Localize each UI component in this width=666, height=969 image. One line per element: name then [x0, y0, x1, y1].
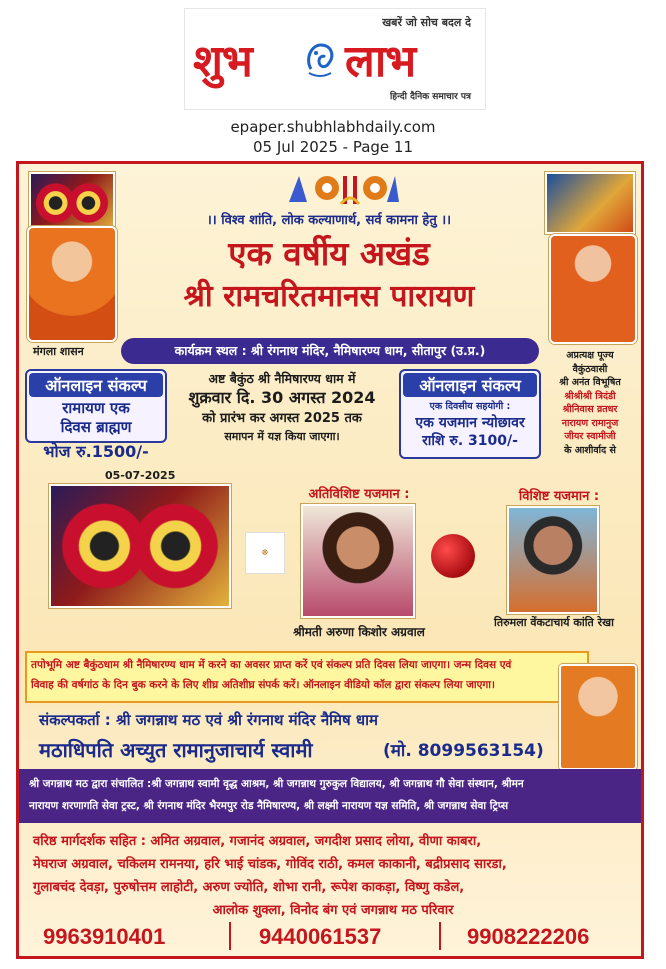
- advertisement: [16, 161, 644, 959]
- host-photo: [507, 506, 599, 614]
- sankalp-line: संकल्पकर्ता : श्री जगन्नाथ मठ एवं श्री रंगनाथ मंदिर नैमिष धाम: [39, 711, 378, 729]
- logo-word-right: लाभ: [345, 36, 416, 87]
- epaper-url[interactable]: epaper.shubhlabhdaily.com: [230, 118, 436, 136]
- saint-photo-left: [27, 226, 117, 342]
- ganesh-icon: [303, 39, 337, 79]
- rose-bouquet-icon: [431, 534, 475, 578]
- special-host-photo: [301, 504, 415, 618]
- phone-number-2[interactable]: 9440061537: [259, 924, 382, 949]
- special-host-label: अतिविशिष्ट यजमान :: [308, 487, 410, 502]
- divider: [229, 922, 231, 950]
- online-sankalp-left: ऑनलाइन संकल्प रामायण एक दिवस ब्राह्मण: [25, 369, 167, 443]
- epaper-date-page: 05 Jul 2025 - Page 11: [252, 138, 413, 156]
- tilak-icon: [281, 172, 401, 208]
- notice-band: तपोभूमि अष्ट बैकुंठधाम श्री नैमिषारण्य धाम में करने का अवसर प्राप्त करें एवं संकल्प प्रति दिवस लिया जाएगा। जन्म दिवस एवं विवाह की वर्षगांठ के दिन बुक करने के लिए शीघ्र अतिशीघ्र संपर्क करें। ऑनलाइन वीडियो कॉल द्वारा संकल्प लिया जाएगा।: [25, 651, 589, 703]
- venue-strip: कार्यक्रम स्थल : श्री रंगनाथ मंदिर, नैमिषारण्य धाम, सीतापुर (उ.प्र.): [121, 338, 539, 364]
- logo-subtitle: हिन्दी दैनिक समाचार पत्र: [389, 92, 471, 102]
- divider: [439, 922, 441, 950]
- guides-list: वरिष्ठ मार्गदर्शक सहित : अमित अग्रवाल, गजानंद अग्रवाल, जगदीश प्रसाद लोया, वीणा काबरा, मेघराज अग्रवाल, चकिलम रामनया, हरि भाई चांडक, गोविंद राठी, कमल काकानी, बद्रीप्रसाद सारडा, गुलाबचंद देवड़ा, पुरुषोत्तम लाहोटी, अरुण ज्योति, शोभा रानी, रूपेश काकड़ा, विष्णु कडेल, आलोक शुक्ला, विनोद बंग एवं जगन्नाथ मठ परिवार: [33, 834, 507, 918]
- masthead-logo: [184, 8, 486, 110]
- online-sankalp-right: ऑनलाइन संकल्प एक दिवसीय सहयोगी : एक यजमान न्योछावर राशि रु. 3100/-: [399, 369, 541, 459]
- saint-photo-bottom-right: [559, 664, 637, 770]
- mathadhipati: मठाधिपति अच्युत रामानुजाचार्य स्वामी: [39, 738, 313, 762]
- special-host-name: श्रीमती अरुणा किशोर अग्रवाल: [293, 625, 425, 639]
- logo-word-left: शुभ: [193, 36, 252, 87]
- logo-tagline: खबरें जो सोच बदल दे: [382, 16, 471, 29]
- temple-photo-top-right: [545, 172, 635, 234]
- small-logo-icon: ☸: [245, 532, 285, 574]
- ad-title-line2: श्री रामचरितमानस पारायण: [183, 279, 475, 314]
- ad-title-line1: एक वर्षीय अखंड: [228, 234, 430, 273]
- mobile-number[interactable]: (मो. 8099563154): [383, 741, 544, 761]
- online-left-price: भोज रु.1500/-: [43, 442, 149, 461]
- phone-number-1[interactable]: 9963910401: [43, 924, 166, 949]
- deity-photo-main: [49, 484, 231, 608]
- photo-date: 05-07-2025: [105, 469, 176, 482]
- center-announcement: अष्ट बैकुंठ श्री नैमिषारण्य धाम में शुक्रवार दि. 30 अगस्त 2024 को प्रारंभ कर अगस्त 2025 तक समापन में यज्ञ किया जाएगा।: [188, 371, 376, 443]
- ad-tagline: ।। विश्व शांति, लोक कल्याणार्थ, सर्व कामना हेतु ।।: [206, 213, 452, 228]
- right-blessing: अप्रत्यक्ष पूज्य वैकुंठवासी श्री अनंत विभूषित श्रीश्रीश्री त्रिदंडी श्रीनिवास व्रतधर नारायण रामानुज जीयर स्वामीजी के आशीर्वाद से: [559, 350, 621, 456]
- saint-photo-right: [549, 234, 637, 344]
- host-label: विशिष्ट यजमान :: [518, 489, 600, 504]
- operated-band: श्री जगन्नाथ मठ द्वारा संचालित :श्री जगन्नाथ स्वामी वृद्ध आश्रम, श्री जगन्नाथ गुरुकुल विद्यालय, श्री जगन्नाथ गौ सेवा संस्थान, श्रीमन नारायण शरणागति सेवा ट्रस्ट, श्री रंगनाथ मंदिर भैरमपुर रोड नैमिषारण्य, श्री लक्ष्मी नारायण यज्ञ समिति, श्री जगन्नाथ सेवा ट्रिप्स: [19, 769, 641, 823]
- left-caption: मंगला शासन: [33, 345, 84, 358]
- phone-number-3[interactable]: 9908222206: [467, 924, 590, 949]
- deity-photo-top-left: [29, 172, 115, 234]
- host-name: तिरुमला वेंकटाचार्य कांति रेखा: [493, 616, 614, 629]
